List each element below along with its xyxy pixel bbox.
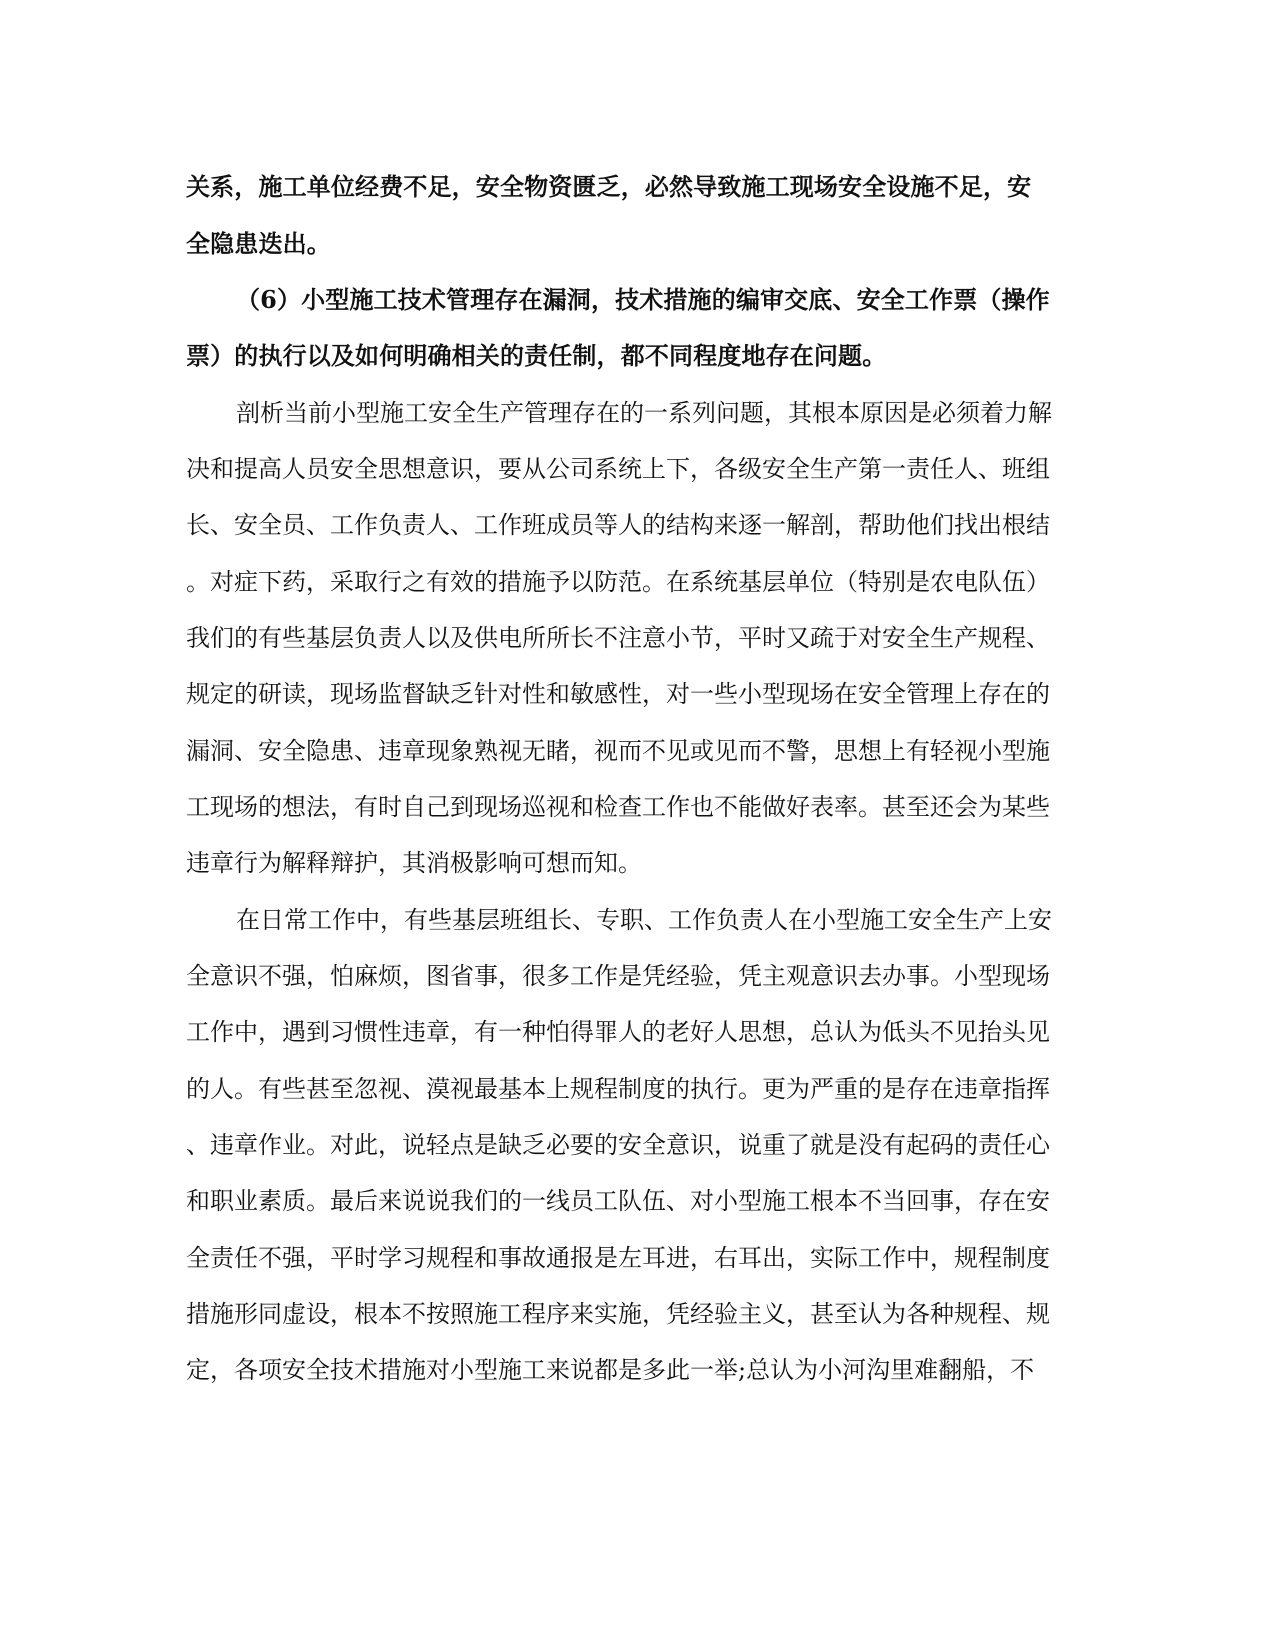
text-line-6: 决和提高人员安全思想意识，要从公司系统上下，各级安全生产第一责任人、班组 <box>186 455 1050 483</box>
paragraph-start-daily-work: 在日常工作中，有些基层班组长、专职、工作负责人在小型施工安全生产上安 <box>236 906 1052 934</box>
text-line-4: 票）的执行以及如何明确相关的责任制，都不同程度地存在问题。 <box>186 341 887 370</box>
text-line-13: 违章行为解释辩护，其消极影响可想而知。 <box>186 849 642 877</box>
text-line-2: 全隐患迭出。 <box>186 229 331 258</box>
text-line-18: 、违章作业。对此，说轻点是缺乏必要的安全意识，说重了就是没有起码的责任心 <box>186 1131 1050 1159</box>
text-line-19: 和职业素质。最后来说说我们的一线员工队伍、对小型施工根本不当回事，存在安 <box>186 1187 1050 1215</box>
paragraph-heading-6: （6）小型施工技术管理存在漏洞，技术措施的编审交底、安全工作票（操作 <box>236 285 1050 314</box>
text-line-17: 的人。有些甚至忽视、漠视最基本上规程制度的执行。更为严重的是存在违章指挥 <box>186 1075 1050 1103</box>
text-line-10: 规定的研读，现场监督缺乏针对性和敏感性，对一些小型现场在安全管理上存在的 <box>186 680 1050 708</box>
text-line-15: 全意识不强，怕麻烦，图省事，很多工作是凭经验，凭主观意识去办事。小型现场 <box>186 962 1050 990</box>
text-line-11: 漏洞、安全隐患、违章现象熟视无睹，视而不见或见而不警，思想上有轻视小型施 <box>186 737 1050 765</box>
text-line-12: 工现场的想法，有时自己到现场巡视和检查工作也不能做好表率。甚至还会为某些 <box>186 793 1050 821</box>
text-line-21: 措施形同虚设，根本不按照施工程序来实施，凭经验主义，甚至认为各种规程、规 <box>186 1300 1050 1328</box>
text-line-20: 全责任不强，平时学习规程和事故通报是左耳进，右耳出，实际工作中，规程制度 <box>186 1244 1050 1272</box>
text-line-9: 我们的有些基层负责人以及供电所所长不注意小节，平时又疏于对安全生产规程、 <box>186 624 1050 652</box>
text-line-22: 定，各项安全技术措施对小型施工来说都是多此一举;总认为小河沟里难翻船，不 <box>186 1356 1035 1384</box>
paragraph-start-analysis: 剖析当前小型施工安全生产管理存在的一系列问题，其根本原因是必须着力解 <box>236 399 1052 427</box>
text-line-8: 。对症下药，采取行之有效的措施予以防范。在系统基层单位（特别是农电队伍） <box>186 568 1050 596</box>
text-line-7: 长、安全员、工作负责人、工作班成员等人的结构来逐一解剖，帮助他们找出根结 <box>186 511 1050 539</box>
text-line-16: 工作中，遇到习惯性违章，有一种怕得罪人的老好人思想，总认为低头不见抬头见 <box>186 1018 1050 1046</box>
text-line-1: 关系，施工单位经费不足，安全物资匮乏，必然导致施工现场安全设施不足，安 <box>186 172 1032 201</box>
